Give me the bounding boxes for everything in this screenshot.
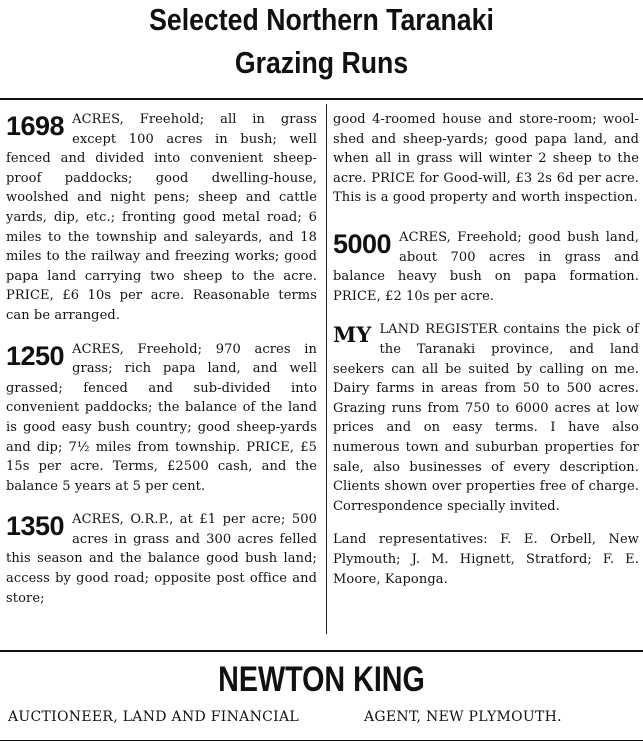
headline-line-1: Selected Northern Taranaki xyxy=(149,2,494,37)
land-register xyxy=(333,320,639,516)
headline-line-2: Grazing Runs xyxy=(234,45,409,80)
column-divider xyxy=(326,104,327,634)
listing-1350 xyxy=(6,510,317,608)
land-representatives: Land representatives: F. E. Orbell, New Plymouth; J. M. Hignett, Stratford; F. E. Moore, Kaponga. xyxy=(333,532,639,587)
listing-5000 xyxy=(333,228,639,306)
listing-text: ACRES, Freehold; all in grass except 100 acres in bush; well fenced and divided into convenient sheep-proof paddocks; good dwelling-house, woolshed and night pens; sheep and cattle yards, dip, etc.; fronting good metal road; 6 miles to the township and saleyards, and 18 miles to the railway and freezing works; good papa land carrying two sheep to the acre. PRICE, £6 10s per acre. Reasonable terms can be arranged. xyxy=(6,112,317,323)
listing-1250 xyxy=(6,340,317,497)
right-column xyxy=(333,110,639,589)
register-initial: MY xyxy=(333,322,372,348)
listing-1698 xyxy=(6,110,317,326)
listing-1350-continued: good 4-roomed house and store-room; wool-shed and sheep-yards; good papa land, and when all in grass will winter 2 sheep to the acre. PRICE for Good-will, £3 2s 6d per acre. This is a good property and worth inspection. xyxy=(333,112,639,206)
listing-text: ACRES, Freehold; good bush land, about 700 acres in grass and balance heavy bush on papa formation. PRICE, £2 10s per acre. xyxy=(333,230,639,304)
bottom-rule xyxy=(0,650,643,652)
left-column xyxy=(6,110,317,608)
listing-figure: 1250 xyxy=(6,340,65,371)
listing-figure: 1698 xyxy=(6,111,65,141)
footer-rule xyxy=(0,740,643,741)
firm-name: NEWTON KING xyxy=(218,660,425,699)
listing-figure: 5000 xyxy=(333,229,392,259)
firm-description-left: AUCTIONEER, LAND AND FINANCIAL xyxy=(8,709,299,725)
register-text: LAND REGISTER contains the pick of the Taranaki province, and land seekers can all be suited by calling on me. Dairy farms in areas from 50 to 500 acres. Grazing runs from 750 to 6000 acres at low prices and on easy terms. I have also numerous town and suburban properties for sale, also businesses of every description. Clients shown over properties free of charge. Correspondence specially invited. xyxy=(333,322,639,514)
listing-figure: 1350 xyxy=(6,511,65,542)
firm-description-right: AGENT, NEW PLYMOUTH. xyxy=(364,709,562,725)
listing-text: ACRES, Freehold; 970 acres in grass; rich papa land, and well grassed; fenced and sub-divided into convenient paddocks; the balance of the land is good easy bush country; good sheep-yards and dip; 7½ miles from township. PRICE, £5 15s per acre. Terms, £2500 cash, and the balance 5 years at 5 per cent. xyxy=(6,341,317,494)
listing-text: ACRES, O.R.P., at £1 per acre; 500 acres in grass and 300 acres felled this season and the balance good bush land; access by good road; opposite post office and store; xyxy=(6,512,317,606)
top-rule xyxy=(0,98,643,100)
